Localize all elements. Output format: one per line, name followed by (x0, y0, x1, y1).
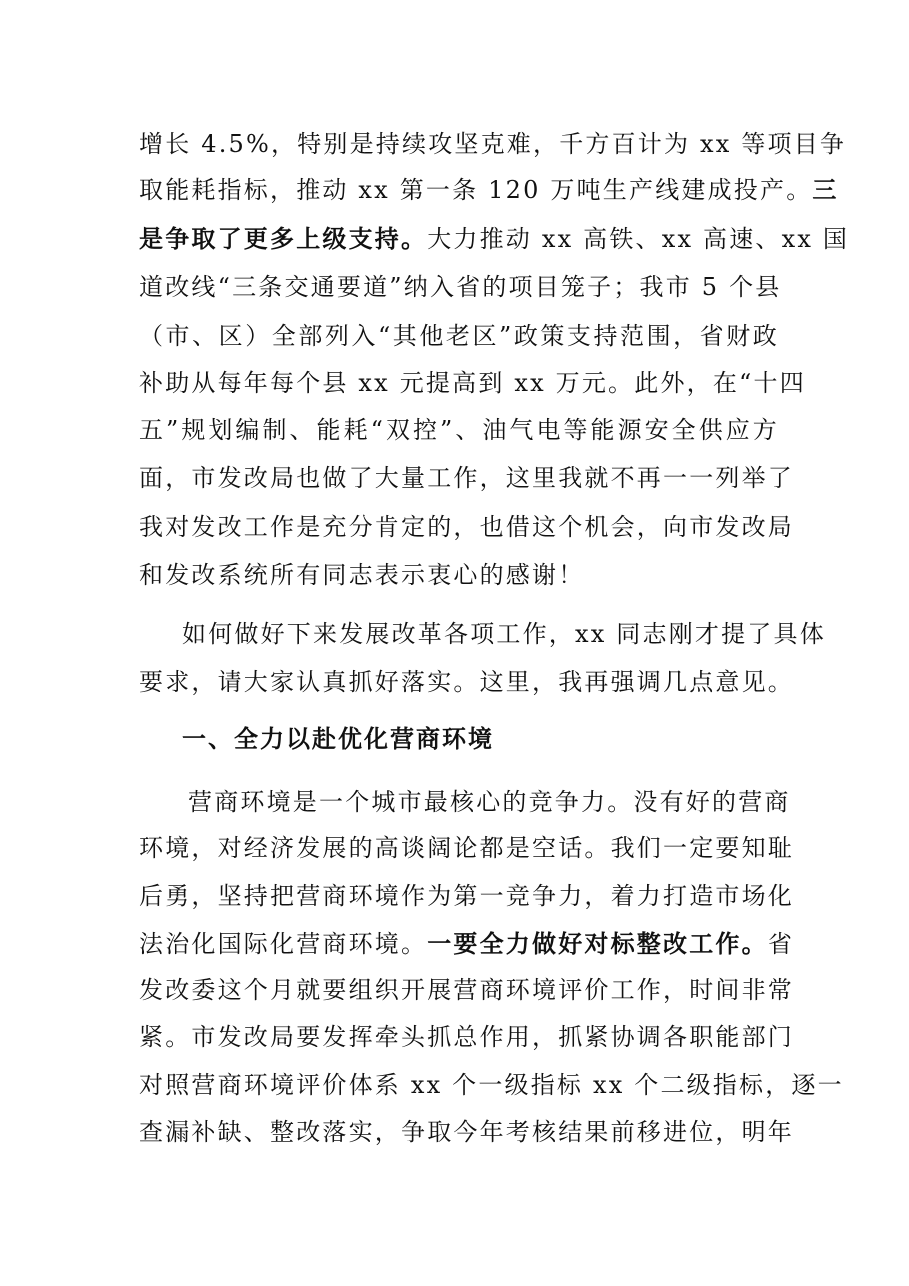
para1-line-6: 补助从每年每个县 xx 元提高到 xx 万元。此外，在“十四 (139, 369, 806, 397)
para3-line-5: 发改委这个月就要组织开展营商环境评价工作，时间非常 (139, 976, 794, 1004)
para1-line-8: 面，市发改局也做了大量工作，这里我就不再一一列举了 (139, 464, 794, 492)
para1-line-1: 增长 4.5%，特别是持续攻坚克难，千方百计为 xx 等项目争 (139, 130, 847, 158)
para1-line-3-bold: 是争取了更多上级支持。 (139, 225, 428, 253)
para3-line-1: 营商环境是一个城市最核心的竞争力。没有好的营商 (188, 788, 791, 816)
para3-line-4-bold: 一要全力做好对标整改工作。 (427, 930, 768, 958)
para3-line-7: 对照营商环境评价体系 xx 个一级指标 xx 个二级指标，逐一 (139, 1071, 844, 1099)
section-heading-1: 一、全力以赴优化营商环境 (182, 725, 494, 753)
para1-line-4: 道改线“三条交通要道”纳入省的项目笼子；我市 5 个县 (139, 273, 782, 301)
para1-line-5: （市、区）全部列入“其他老区”政策支持范围，省财政 (139, 322, 779, 350)
para3-line-6: 紧。市发改局要发挥牵头抓总作用，抓紧协调各职能部门 (139, 1023, 794, 1051)
para1-line-2-text: 取能耗指标，推动 xx 第一条 120 万吨生产线建成投产。 (139, 176, 813, 204)
para3-line-3: 后勇，坚持把营商环境作为第一竞争力，着力打造市场化 (139, 882, 794, 910)
para1-line-2 (139, 173, 839, 207)
para1-line-3 (139, 222, 850, 256)
para1-line-3-text: 大力推动 xx 高铁、xx 高速、xx 国 (427, 225, 850, 253)
para1-line-9: 我对发改工作是充分肯定的，也借这个机会，向市发改局 (139, 513, 794, 541)
para2-line-2: 要求，请大家认真抓好落实。这里，我再强调几点意见。 (139, 668, 794, 696)
para2-line-1: 如何做好下来发展改革各项工作，xx 同志刚才提了具体 (182, 620, 826, 648)
para3-line-4 (139, 927, 795, 961)
para1-line-7: 五”规划编制、能耗“双控”、油气电等能源安全供应方 (139, 416, 779, 444)
para3-line-4-tail: 省 (767, 930, 795, 958)
para3-line-2: 环境，对经济发展的高谈阔论都是空话。我们一定要知耻 (139, 834, 794, 862)
para3-line-4-text: 法治化国际化营商环境。 (139, 930, 428, 958)
para1-line-10: 和发改系统所有同志表示衷心的感谢！ (139, 561, 585, 589)
para1-line-2-bold: 三 (812, 176, 839, 204)
para3-line-8: 查漏补缺、整改落实，争取今年考核结果前移进位，明年 (139, 1118, 794, 1146)
